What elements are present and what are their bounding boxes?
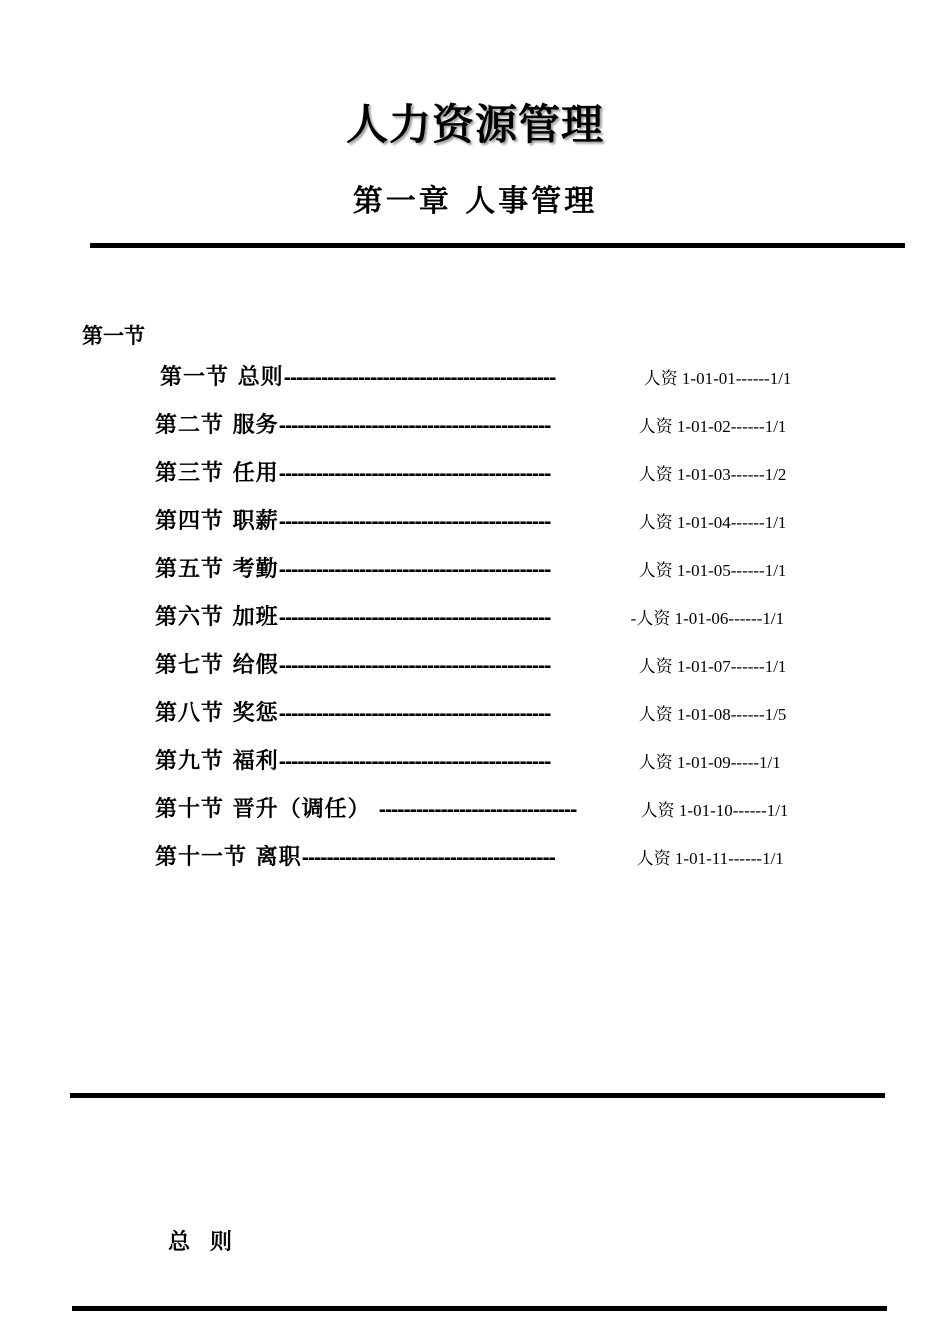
section-label: 第一节 xyxy=(82,323,145,348)
toc-entry-heading: 第七节 给假 xyxy=(155,652,279,678)
toc-entry-leader: -------------------------------------------- xyxy=(278,512,551,533)
chapter-title: 第一章 人事管理 xyxy=(352,184,598,219)
toc-entry[interactable] xyxy=(155,600,784,640)
toc-entry-leader: -------------------------------- xyxy=(378,800,577,821)
toc-entry[interactable] xyxy=(155,504,786,544)
section-heading: 总则 xyxy=(168,1229,253,1255)
toc-entry-code: 人资 1-01-11------1/1 xyxy=(636,849,784,868)
toc-entry[interactable] xyxy=(155,552,786,592)
toc-entry-heading: 第九节 福利 xyxy=(155,748,279,774)
toc-entry-code: 人资 1-01-09-----1/1 xyxy=(638,753,781,772)
document-title: 人力资源管理 xyxy=(345,100,604,149)
toc-entry-heading: 第五节 考勤 xyxy=(155,556,279,582)
toc-entry-heading: 第十一节 离职 xyxy=(155,844,302,870)
toc-entry-code: -人资 1-01-06------1/1 xyxy=(630,609,785,628)
bottom-divider xyxy=(72,1306,887,1311)
toc-entry-leader: -------------------------------------------- xyxy=(278,560,551,581)
toc-entry[interactable] xyxy=(155,744,781,784)
toc-entry-leader: ----------------------------------------- xyxy=(301,848,555,869)
toc-entry-leader: -------------------------------------------- xyxy=(278,752,551,773)
toc-entry-leader: -------------------------------------------- xyxy=(283,368,556,389)
toc-entry-code: 人资 1-01-05------1/1 xyxy=(638,561,787,580)
toc-entry-heading: 第八节 奖惩 xyxy=(155,700,279,726)
toc-entry[interactable] xyxy=(155,408,786,448)
toc-entry-leader: -------------------------------------------- xyxy=(278,464,551,485)
toc-entry[interactable] xyxy=(155,792,788,832)
toc-entry-leader: -------------------------------------------- xyxy=(278,608,551,629)
toc-entry-code: 人资 1-01-02------1/1 xyxy=(638,417,787,436)
top-divider xyxy=(90,243,905,248)
toc-entry-heading: 第一节 总则 xyxy=(160,364,284,390)
toc-entry-leader: -------------------------------------------- xyxy=(278,416,551,437)
middle-divider xyxy=(70,1093,885,1098)
toc-entry-leader: -------------------------------------------- xyxy=(278,656,551,677)
toc-entry-heading: 第四节 职薪 xyxy=(155,508,279,534)
toc-entry[interactable] xyxy=(155,840,784,880)
toc-entry-heading: 第十节 晋升（调任） xyxy=(155,796,371,822)
toc-entry-code: 人资 1-01-01------1/1 xyxy=(643,369,792,388)
toc-entry-code: 人资 1-01-10------1/1 xyxy=(640,801,789,820)
toc-entry-heading: 第三节 任用 xyxy=(155,460,279,486)
toc-entry-code: 人资 1-01-04------1/1 xyxy=(638,513,787,532)
toc-entry[interactable] xyxy=(160,360,791,400)
toc-entry-code: 人资 1-01-03------1/2 xyxy=(638,465,787,484)
toc-entry[interactable] xyxy=(155,456,786,496)
toc-entry-code: 人资 1-01-08------1/5 xyxy=(638,705,787,724)
toc-entry-heading: 第六节 加班 xyxy=(155,604,279,630)
toc-entry-heading: 第二节 服务 xyxy=(155,412,279,438)
toc-entry-code: 人资 1-01-07------1/1 xyxy=(638,657,787,676)
toc-entry[interactable] xyxy=(155,648,786,688)
toc-entry[interactable] xyxy=(155,696,786,736)
toc-entry-leader: -------------------------------------------- xyxy=(278,704,551,725)
